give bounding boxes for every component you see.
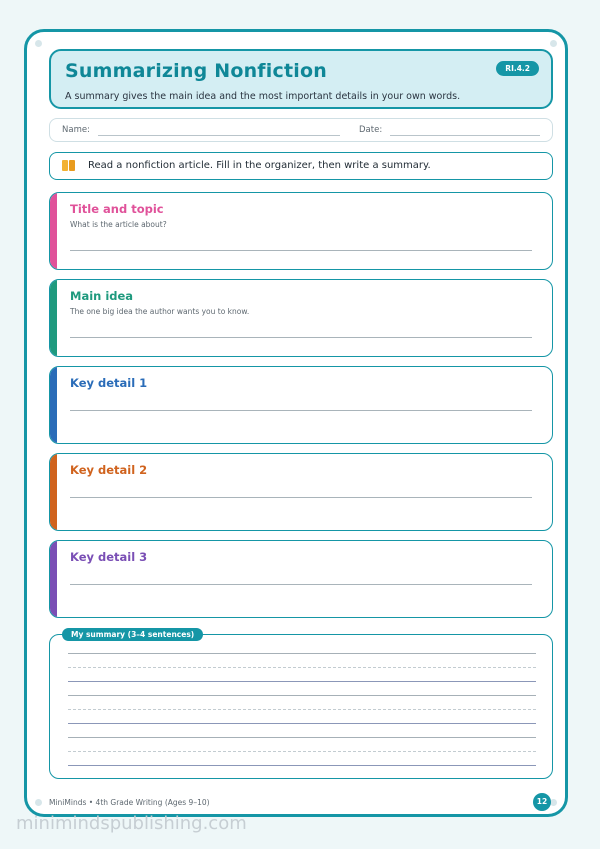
- watermark: minimindspublishing.com: [16, 813, 247, 834]
- answer-line[interactable]: [70, 250, 532, 251]
- section-color-bar: [50, 367, 57, 443]
- footer-text: MiniMinds • 4th Grade Writing (Ages 9–10): [49, 798, 210, 807]
- section-title-and-topic: [49, 192, 553, 270]
- page-title: Summarizing Nonfiction: [65, 60, 327, 82]
- date-label: Date:: [359, 125, 383, 135]
- book-icon: [62, 160, 76, 171]
- standard-badge: RI.4.2: [496, 61, 539, 76]
- summary-label: My summary (3–4 sentences): [62, 628, 203, 641]
- section-heading: Key detail 3: [70, 550, 148, 564]
- corner-dot: [550, 799, 557, 806]
- section-key-detail-2: [49, 453, 553, 531]
- corner-dot: [35, 799, 42, 806]
- worksheet-page: [24, 29, 568, 817]
- section-main-idea: [49, 279, 553, 357]
- writing-line-mid: [68, 751, 536, 752]
- name-date-bar: [49, 118, 553, 142]
- date-field[interactable]: [390, 135, 540, 136]
- section-prompt: The one big idea the author wants you to know.: [70, 307, 250, 316]
- section-heading: Main idea: [70, 289, 134, 303]
- answer-line[interactable]: [70, 584, 532, 585]
- answer-line[interactable]: [70, 337, 532, 338]
- section-key-detail-1: [49, 366, 553, 444]
- instruction-text: Read a nonfiction article. Fill in the organizer, then write a summary.: [88, 160, 431, 171]
- section-color-bar: [50, 280, 57, 356]
- name-label: Name:: [62, 125, 90, 135]
- writing-line-top[interactable]: [68, 695, 536, 696]
- summary-box: [49, 630, 553, 779]
- writing-line-base[interactable]: [68, 723, 536, 724]
- section-key-detail-3: [49, 540, 553, 618]
- writing-line-base[interactable]: [68, 765, 536, 766]
- section-prompt: What is the article about?: [70, 220, 167, 229]
- section-heading: Key detail 2: [70, 463, 148, 477]
- writing-line-top[interactable]: [68, 737, 536, 738]
- corner-dot: [550, 40, 557, 47]
- answer-line[interactable]: [70, 497, 532, 498]
- writing-line-mid: [68, 667, 536, 668]
- writing-line-top[interactable]: [68, 653, 536, 654]
- instruction-box: [49, 152, 553, 180]
- page-subtitle: A summary gives the main idea and the most important details in your own words.: [65, 91, 461, 102]
- section-heading: Key detail 1: [70, 376, 148, 390]
- section-color-bar: [50, 454, 57, 530]
- section-color-bar: [50, 541, 57, 617]
- section-heading: Title and topic: [70, 202, 164, 216]
- writing-line-base[interactable]: [68, 681, 536, 682]
- title-banner: [49, 49, 553, 109]
- section-color-bar: [50, 193, 57, 269]
- name-field[interactable]: [98, 135, 340, 136]
- corner-dot: [35, 40, 42, 47]
- writing-line-mid: [68, 709, 536, 710]
- page-number: 12: [533, 793, 551, 811]
- answer-line[interactable]: [70, 410, 532, 411]
